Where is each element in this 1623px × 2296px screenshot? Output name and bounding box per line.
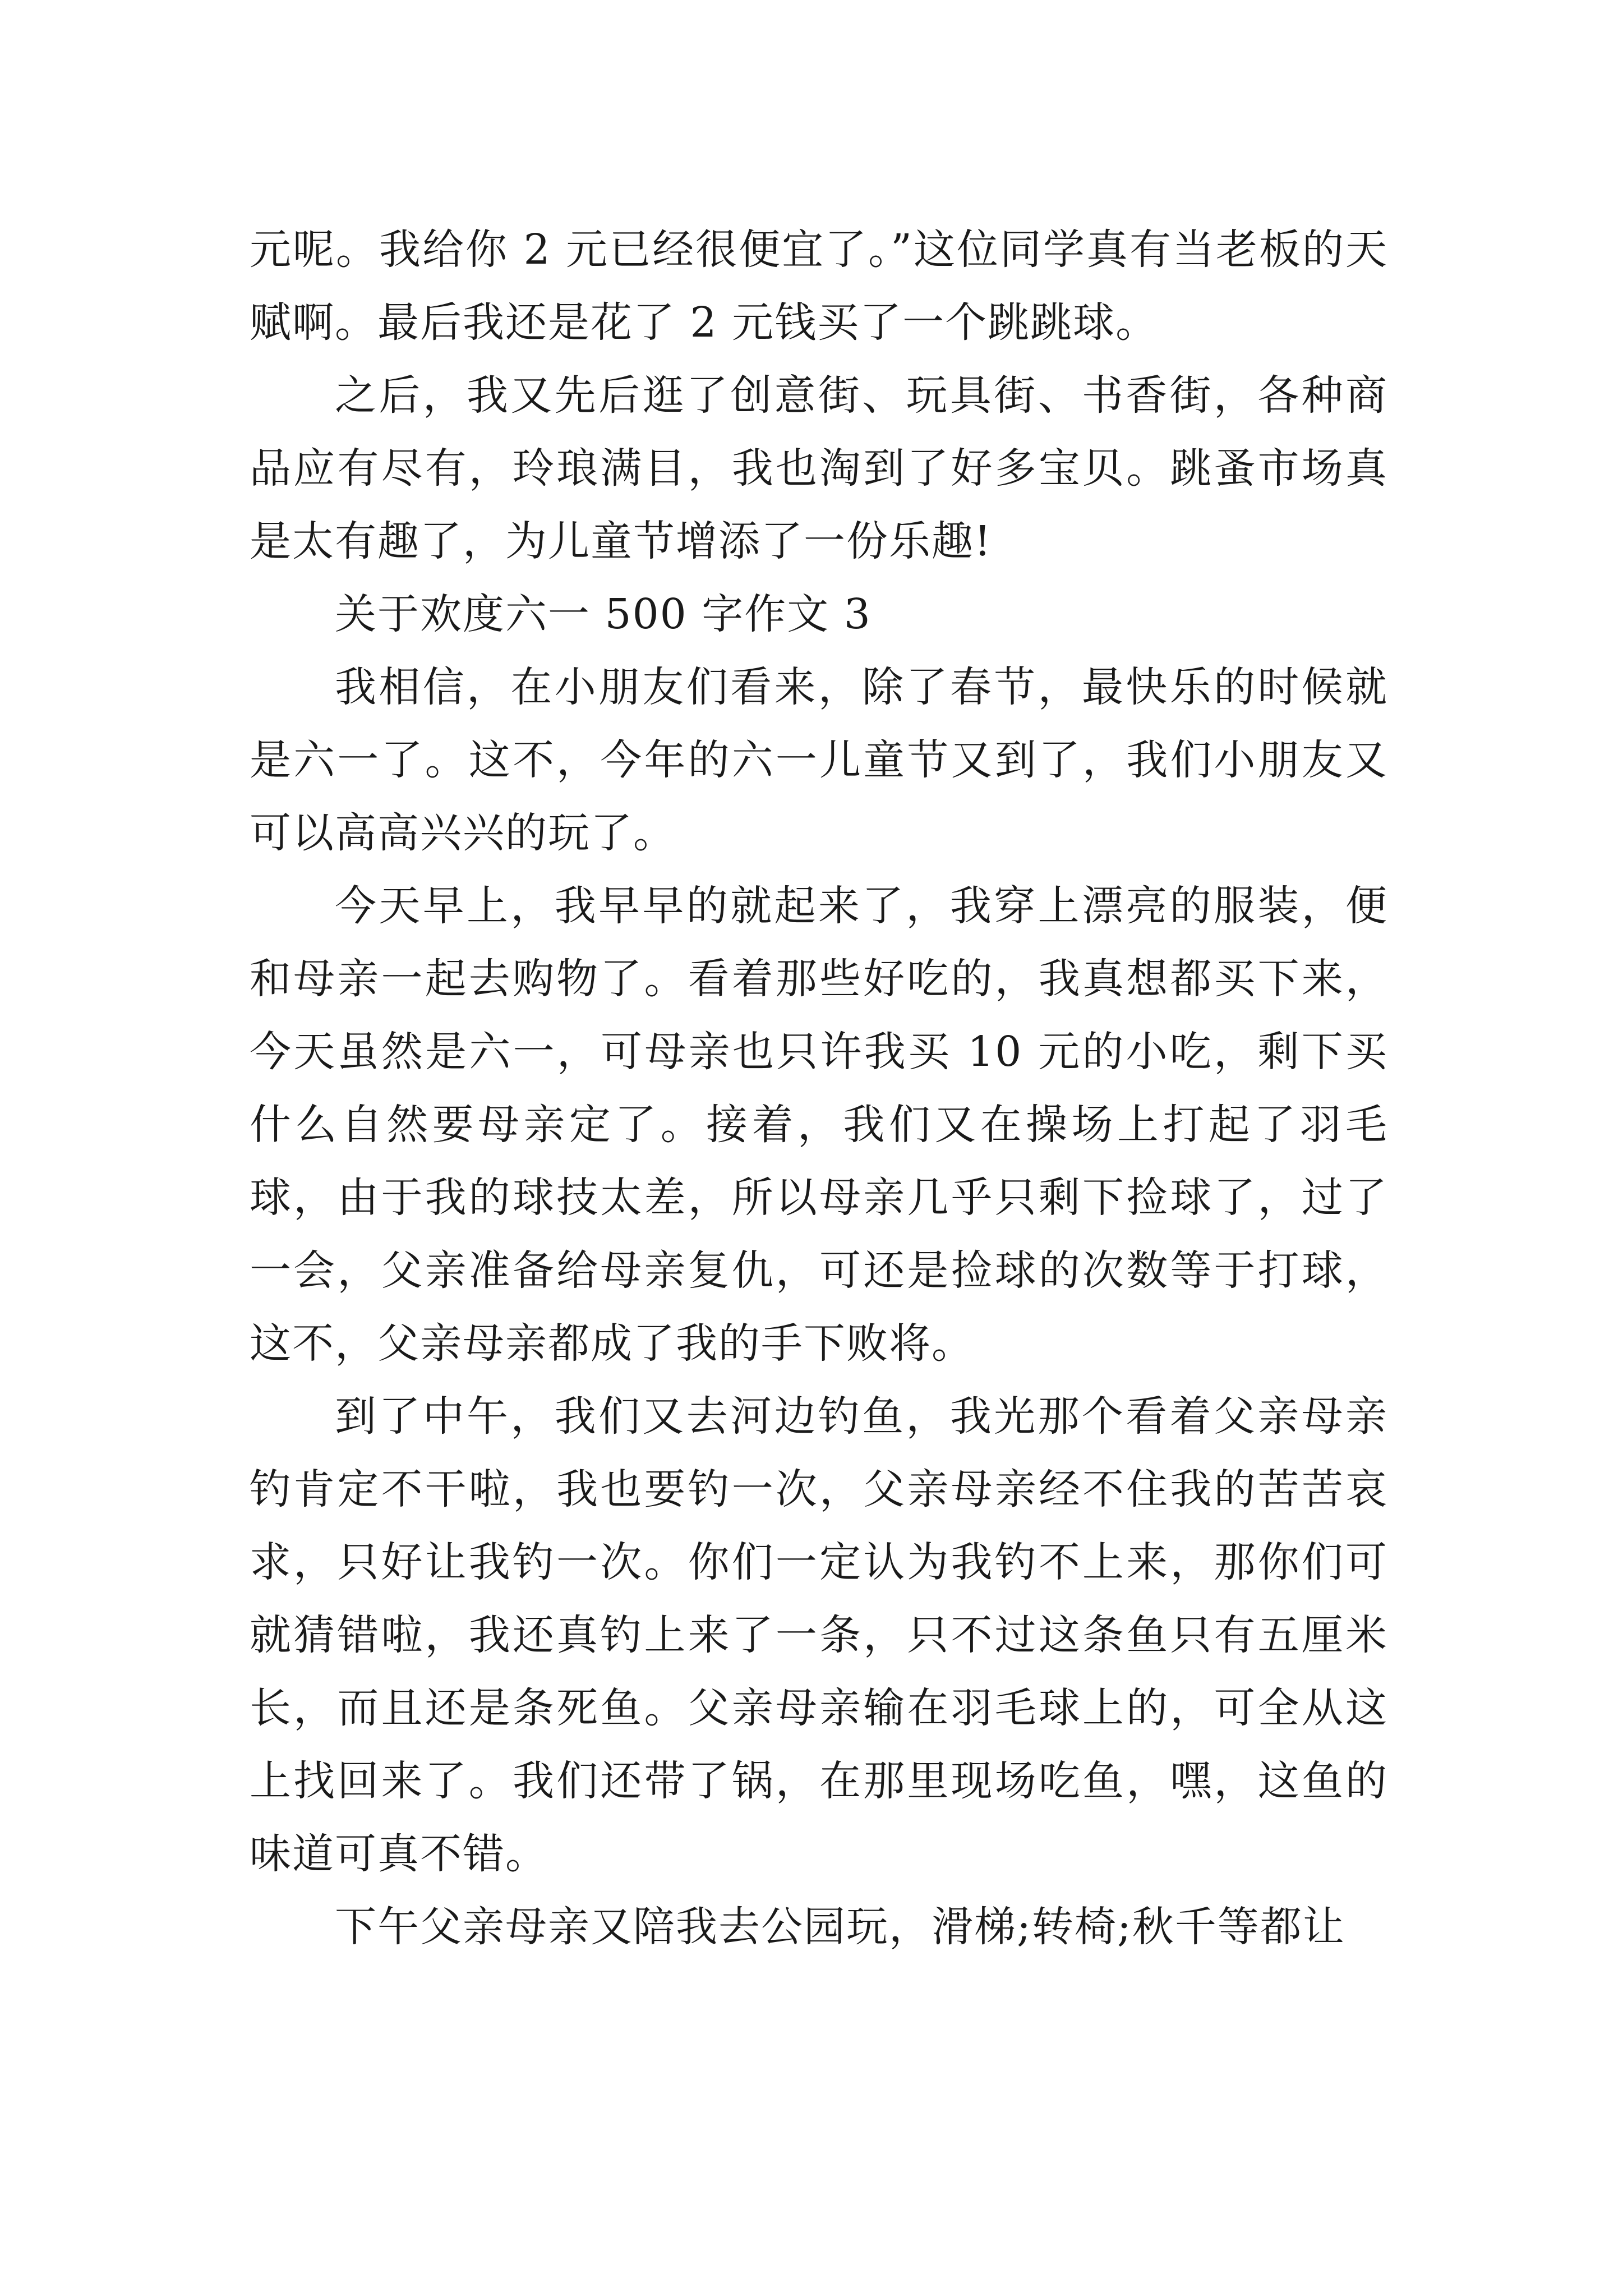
paragraph: 我相信，在小朋友们看来，除了春节，最快乐的时候就是六一了。这不，今年的六一儿童节又到了，我们小朋友又可以高高兴兴的玩了。 — [250, 663, 1388, 857]
paragraph-continuation: 元呢。我给你 2 元已经很便宜了。”这位同学真有当老板的天赋啊。最后我还是花了 2 元钱买了一个跳跳球。 — [250, 226, 1388, 347]
essay-body — [250, 213, 1388, 1963]
paragraph: 到了中午，我们又去河边钓鱼，我光那个看着父亲母亲钓肯定不干啦，我也要钓一次，父亲母亲经不住我的苦苦哀求，只好让我钓一次。你们一定认为我钓不上来，那你们可就猜错啦，我还真钓上来了一条，只不过这条鱼只有五厘米长，而且还是条死鱼。父亲母亲输在羽毛球上的，可全从这上找回来了。我们还带了锅，在那里现场吃鱼，嘿，这鱼的味道可真不错。 — [250, 1392, 1388, 1878]
paragraph: 之后，我又先后逛了创意街、玩具街、书香街，各种商品应有尽有，玲琅满目，我也淘到了好多宝贝。跳蚤市场真是太有趣了，为儿童节增添了一份乐趣! — [250, 371, 1388, 565]
essay-title: 关于欢度六一 500 字作文 3 — [335, 590, 872, 638]
paragraph: 下午父亲母亲又陪我去公园玩，滑梯;转椅;秋千等都让 — [335, 1903, 1345, 1951]
paragraph: 今天早上，我早早的就起来了，我穿上漂亮的服装，便和母亲一起去购物了。看着那些好吃的，我真想都买下来，今天虽然是六一，可母亲也只许我买 10 元的小吃，剩下买什么自然要母亲定了。接着，我们又在操场上打起了羽毛球，由于我的球技太差，所以母亲几乎只剩下捡球了，过了一会，父亲准备给母亲复仇，可还是捡球的次数等于打球，这不，父亲母亲都成了我的手下败将。 — [250, 882, 1388, 1368]
